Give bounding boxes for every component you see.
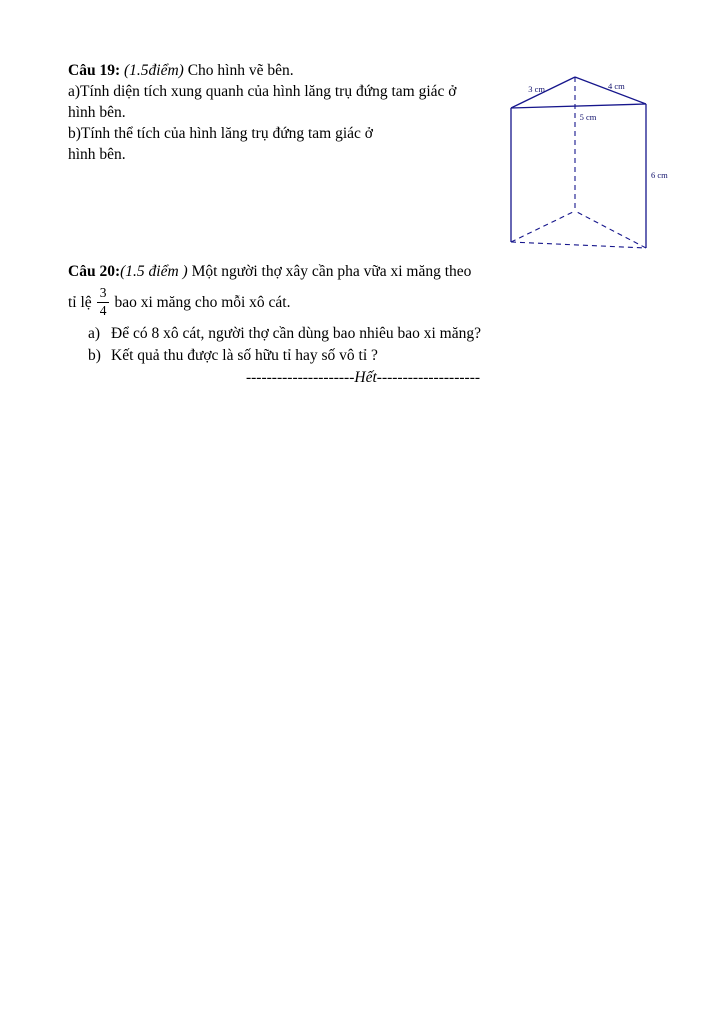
bottom-right-hidden-edge [575,211,646,248]
q20-item-a-marker: a) [88,325,101,342]
dimension-label-5cm: 5 cm [579,112,597,122]
fraction-numerator: 3 [97,286,110,303]
q19-part-a-line2: hình bên. [68,104,126,121]
q19-points: (1.5điểm) [123,62,184,79]
footer-dashes-right: -------------------- [376,369,481,386]
q20-ratio-prefix: tỉ lệ [68,293,92,311]
dimension-label-4cm: 4 cm [608,81,625,91]
fraction-three-fourths [97,286,110,319]
prism-drawing [505,70,675,265]
q20-points: (1.5 điểm ) [120,263,188,280]
q20-item-b-marker: b) [88,347,101,364]
q20-item-b [68,345,658,366]
q19-part-b-line2: hình bên. [68,146,126,163]
q20-ratio-suffix: bao xi măng cho mỗi xô cát. [114,293,291,311]
top-front-edge [511,104,646,108]
question-20-block [68,261,658,388]
fraction-denominator: 4 [99,302,107,318]
q20-item-b-text: Kết quả thu được là số hữu tỉ hay số vô tỉ ? [111,347,378,364]
bottom-left-hidden-edge [511,211,575,242]
triangular-prism-figure [505,70,675,265]
end-of-exam-line [68,367,658,388]
q19-label: Câu 19: [68,62,121,79]
bottom-front-hidden-edge [511,242,646,248]
q20-intro: Một người thợ xây cần pha vữa xi măng theo [191,263,472,280]
q20-ratio-line [68,284,658,320]
footer-dashes-left: --------------------- [245,369,355,386]
q20-label: Câu 20: [68,263,121,280]
dimension-label-3cm: 3 cm [528,84,545,94]
q20-item-a-text: Để có 8 xô cát, người thợ cần dùng bao nhiêu bao xi măng? [111,325,482,342]
q20-item-a [68,323,658,344]
footer-word-het: Hết [354,369,377,386]
q19-intro: Cho hình vẽ bên. [187,62,294,79]
dimension-label-6cm: 6 cm [651,170,668,180]
q19-part-b-line1: b)Tính thể tích của hình lăng trụ đứng tam giác ở [68,125,373,142]
q19-part-a-line1: a)Tính diện tích xung quanh của hình lăng trụ đứng tam giác ở [68,83,457,100]
